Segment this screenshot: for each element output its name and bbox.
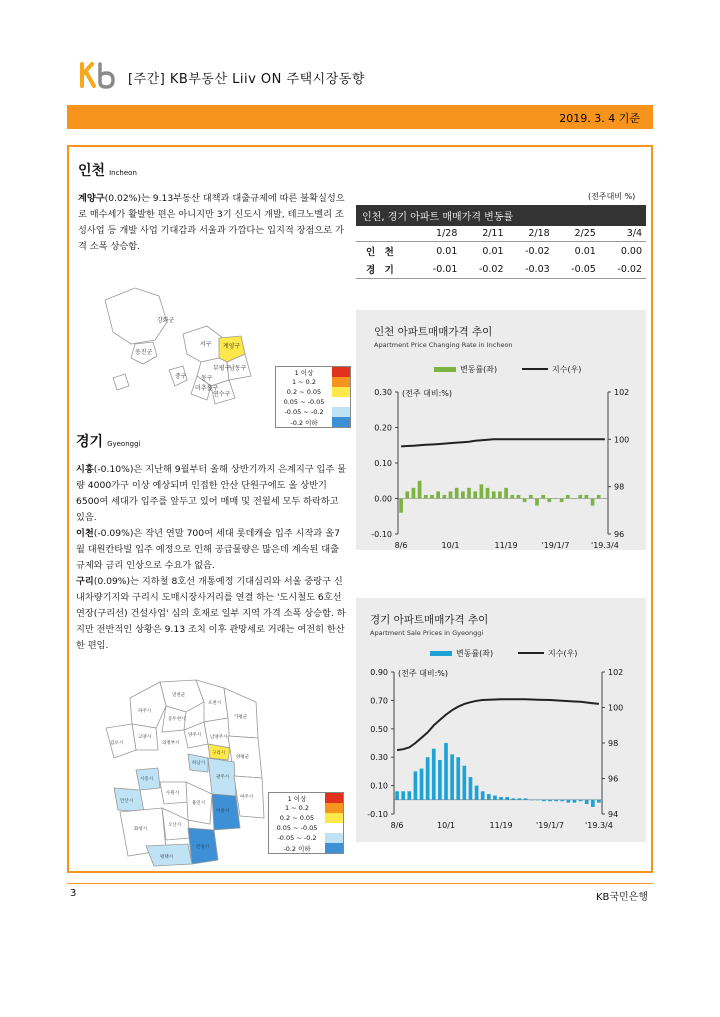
legend-row: -0.05 ~ -0.2: [276, 407, 350, 417]
bar: [579, 800, 583, 801]
map-label: 양주시: [188, 733, 202, 738]
bar: [401, 791, 405, 800]
y2-tick-label: 100: [608, 703, 624, 713]
bar: [566, 495, 570, 499]
y2-tick-label: 98: [608, 739, 619, 748]
table-cell: -0.02: [600, 260, 646, 279]
x-tick-label: 11/19: [489, 821, 513, 830]
legend-swatch: [332, 397, 350, 407]
incheon-body: (0.02%)는 9.13부동산 대책과 대출규제에 따른 불확실성으로 매수세가 활발한 편은 아니지만 3기 신도시 개발, 테크노벨리 조성사업 등 개발 사업 기대감과 서울과 가깝다는 입지적 장점으로 가격 소폭 상승함.: [78, 193, 345, 252]
gyeonggi-para: 시흥(-0.10%)은 지난해 9월부터 올해 상반기까지 은계지구 입주 물량 4000가구 이상 예상되며 인접한 안산 단원구에도 올 상반기 6500여 세대가 입주를 앞두고 있어 매매 및 전월세 모두 하락하고 있음.: [76, 464, 347, 523]
bar: [469, 777, 473, 800]
map-label: 고양시: [138, 735, 152, 740]
incheon-map-legend: [275, 366, 351, 428]
table-cell: 0.01: [574, 245, 596, 257]
y-tick-label: 0.10: [370, 781, 388, 791]
y-tick-label: -0.10: [367, 810, 388, 819]
table-title: 인천, 경기 아파트 매매가격 변동률: [356, 205, 646, 226]
gyeonggi-subtitle: Gyeonggi: [107, 440, 141, 448]
x-tick-label: '19.3/4: [585, 821, 613, 830]
bar: [560, 800, 564, 801]
bar: [554, 800, 558, 801]
y-tick-label: 0.70: [370, 696, 388, 706]
map-label: 용인시: [192, 801, 206, 806]
bar: [529, 495, 533, 499]
bar: [461, 491, 465, 498]
bar: [548, 800, 552, 801]
bar: [475, 786, 479, 800]
bar: [420, 769, 424, 800]
bar: [432, 749, 436, 800]
bar: [585, 495, 589, 499]
map-label: 포천시: [208, 701, 222, 706]
gyeonggi-paragraphs: [76, 462, 348, 654]
gyeonggi-title: 경기: [76, 434, 104, 450]
axis-unit-label: (전주 대비:%): [398, 669, 448, 678]
bar: [585, 800, 589, 804]
footer-divider: [67, 883, 653, 884]
map-label: 오산시: [168, 823, 182, 828]
table-row: [356, 242, 646, 261]
y2-tick-label: 102: [614, 388, 630, 397]
legend-swatch: [325, 823, 343, 833]
y-tick-label: -0.10: [371, 530, 392, 539]
chart-subtitle: Apartment Sale Prices in Gyeonggi: [370, 629, 484, 637]
map-label: 파주시: [138, 709, 152, 714]
map-label: 수원시: [166, 791, 180, 796]
bar: [554, 499, 558, 500]
bar: [473, 491, 477, 498]
bar: [535, 499, 539, 506]
legend-swatch: [325, 793, 343, 803]
bar: [414, 771, 418, 799]
map-label: 연천군: [172, 693, 186, 698]
bar: [395, 791, 399, 800]
map-label: 옹진군: [135, 349, 153, 356]
bar: [442, 495, 446, 499]
y-tick-label: 0.20: [374, 423, 392, 433]
index-line: [401, 439, 605, 446]
legend-swatch: [332, 387, 350, 397]
map-label: 광주시: [216, 775, 230, 780]
y2-tick-label: 96: [608, 774, 619, 784]
map-label: 가평군: [234, 715, 248, 720]
row-label: 인 천: [366, 247, 394, 258]
legend-row: 1 ~ 0.2: [276, 377, 350, 387]
x-tick-label: 8/6: [390, 821, 404, 830]
legend-row: -0.05 ~ -0.2: [269, 833, 343, 843]
bar: [405, 491, 409, 498]
bar: [518, 798, 522, 799]
y-tick-label: 0.90: [370, 668, 388, 677]
map-label: 남양주시: [210, 735, 228, 740]
map-label: 계양구: [223, 343, 241, 350]
bar: [524, 798, 528, 799]
legend-swatch: [325, 813, 343, 823]
bar: [603, 499, 607, 500]
incheon-paragraph: [78, 191, 350, 255]
legend-label: 변동률(좌): [460, 365, 498, 374]
table-cell: 0.01: [482, 245, 504, 257]
bar: [511, 798, 515, 799]
chart-title: 인천 아파트매매가격 추이: [374, 326, 493, 338]
legend-swatch-bar: [434, 367, 456, 372]
legend-row: -0.2 이하: [269, 843, 343, 853]
x-tick-label: '19.3/4: [591, 541, 619, 550]
map-label: 남동구: [229, 365, 247, 372]
table-unit: (전주대비 %): [588, 192, 636, 201]
table-cell: -0.02: [525, 245, 550, 257]
gyeonggi-map: [100, 678, 270, 870]
bar: [523, 499, 527, 503]
gyeonggi-map-legend: [268, 792, 344, 854]
y2-tick-label: 98: [614, 482, 625, 492]
bar: [424, 495, 428, 499]
y-tick-label: 0.30: [374, 388, 392, 397]
x-tick-label: '19/1/7: [541, 541, 570, 550]
legend-swatch: [332, 367, 350, 377]
bar: [467, 488, 471, 499]
y2-tick-label: 94: [608, 810, 619, 819]
map-label: 양평군: [236, 755, 250, 760]
map-label: 동두천시: [168, 717, 186, 722]
map-label: 의정부시: [162, 741, 180, 746]
bar: [438, 760, 442, 800]
bar: [547, 499, 551, 503]
bar: [517, 495, 521, 499]
legend-label: 지수(우): [552, 365, 582, 374]
axis-unit-label: (전주 대비:%): [402, 389, 452, 398]
table-cell: -0.01: [415, 260, 461, 279]
map-label: 화성시: [134, 827, 148, 832]
bar: [444, 743, 448, 800]
map-label: 김포시: [110, 741, 124, 746]
bar: [499, 797, 503, 800]
map-label: 부평구: [213, 365, 231, 372]
incheon-title: 인천: [78, 163, 106, 179]
x-tick-label: 10/1: [437, 821, 455, 830]
y2-tick-label: 100: [614, 435, 630, 445]
map-label: 이천시: [216, 809, 230, 814]
x-tick-label: 11/19: [494, 541, 518, 550]
col-header: 2/11: [461, 226, 507, 242]
bar: [455, 488, 459, 499]
bar: [572, 499, 576, 500]
table-cell: -0.03: [508, 260, 554, 279]
bar: [399, 499, 403, 513]
map-label: 구리시: [212, 751, 226, 756]
bar: [481, 791, 485, 800]
incheon-chart-panel: [356, 310, 646, 550]
bar: [591, 800, 595, 807]
map-label: 안성시: [196, 845, 210, 850]
legend-swatch: [332, 377, 350, 387]
gyeonggi-para: 이천(-0.09%)은 작년 연말 700여 세대 롯데캐슬 입주 시작과 올7월 대원칸타빌 입주 예정으로 인해 공급물량은 많은데 계속된 대출 규제와 금리 인상으로 수요가 없음.: [76, 528, 340, 571]
col-header: 1/28: [415, 226, 461, 242]
legend-row: 1 ~ 0.2: [269, 803, 343, 813]
y-tick-label: 0.10: [374, 459, 392, 468]
legend-swatch: [325, 803, 343, 813]
bar: [560, 499, 564, 503]
bar: [493, 796, 497, 800]
incheon-chart: [356, 356, 646, 550]
map-label: 평택시: [160, 855, 174, 860]
bank-name: KB국민은행: [595, 892, 648, 903]
bar: [456, 757, 460, 800]
map-label: 여주시: [240, 795, 254, 800]
gyeonggi-heading: [76, 431, 141, 451]
legend-swatch-bar: [430, 651, 452, 656]
chart-title: 경기 아파트매매가격 추이: [370, 614, 489, 626]
bar: [430, 495, 434, 499]
legend-swatch: [325, 843, 343, 853]
bar: [480, 484, 484, 498]
legend-swatch: [332, 417, 350, 427]
bar: [463, 766, 467, 800]
bar: [412, 488, 416, 499]
gyeonggi-para: 구리(0.09%)는 지하철 8호선 개통예정 기대심리와 서울 중랑구 신내차량기지와 구리시 도매시장사거리를 연결 하는 '도시철도 6호선 연장(구리선) 건설사업' 심의 호재로 일부 지역 가격 소폭 상승함. 하지만 전반적인 상황은 9.13 조치 이후 관망세로 거래는 여전히 한산한 편임.: [76, 576, 346, 651]
map-label: 동구: [201, 375, 213, 382]
bar: [504, 488, 508, 499]
incheon-heading: [78, 160, 137, 180]
map-label: 중구: [175, 373, 187, 380]
bar: [578, 495, 582, 499]
report-date: 2019. 3. 4 기준: [559, 112, 640, 125]
map-label: 서구: [200, 341, 212, 348]
chart-subtitle: Apartment Price Changing Rate in Incheon: [374, 341, 513, 349]
legend-row: 1 이상: [269, 793, 343, 803]
table-cell: -0.05: [554, 260, 600, 279]
bar: [486, 488, 490, 499]
bar: [498, 491, 502, 498]
bar: [597, 800, 601, 803]
table-cell: 0.00: [620, 245, 642, 257]
y-tick-label: 0.30: [370, 753, 388, 763]
price-change-table: [356, 205, 646, 279]
legend-row: 1 이상: [276, 367, 350, 377]
bar: [449, 491, 453, 498]
bar: [597, 495, 601, 499]
legend-row: 0.05 ~ -0.05: [269, 823, 343, 833]
bar: [591, 499, 595, 506]
x-tick-label: '19/1/7: [536, 821, 564, 830]
page-number: 3: [70, 888, 77, 899]
incheon-map: [95, 282, 275, 412]
bar: [492, 491, 496, 498]
y2-tick-label: 102: [608, 668, 624, 677]
legend-row: 0.05 ~ -0.05: [276, 397, 350, 407]
bar: [450, 754, 454, 799]
map-label: 시흥시: [140, 777, 154, 782]
bar: [567, 800, 571, 803]
row-label: 경 기: [356, 260, 415, 279]
legend-label: 지수(우): [548, 649, 578, 658]
bar: [573, 800, 577, 803]
map-label: 미추홀구: [195, 385, 219, 392]
incheon-subtitle: Incheon: [109, 169, 137, 177]
map-label: 연수구: [213, 391, 231, 398]
report-title: [주간] KB부동산 Liiv ON 주택시장동향: [128, 72, 365, 87]
bar: [505, 797, 509, 800]
col-header: 2/18: [508, 226, 554, 242]
bar: [530, 800, 534, 801]
bar: [510, 495, 514, 499]
legend-swatch: [332, 407, 350, 417]
kb-logo: [76, 60, 122, 90]
bar: [436, 491, 440, 498]
bar: [426, 757, 430, 800]
legend-row: 0.2 ~ 0.05: [276, 387, 350, 397]
bar: [487, 794, 491, 800]
bar: [536, 800, 540, 801]
bar: [542, 800, 546, 801]
table-header-row: [356, 226, 646, 242]
bar: [418, 481, 422, 499]
x-tick-label: 10/1: [441, 541, 460, 550]
bar: [407, 791, 411, 800]
bar: [541, 495, 545, 499]
legend-swatch: [325, 833, 343, 843]
y-tick-label: 0.00: [374, 494, 392, 504]
legend-label: 변동률(좌): [456, 649, 494, 658]
index-line: [397, 699, 599, 750]
gyeonggi-chart-panel: [356, 598, 646, 842]
map-label: 강화군: [157, 317, 175, 324]
map-label: 안산시: [120, 799, 134, 804]
legend-row: 0.2 ~ 0.05: [269, 813, 343, 823]
col-header: 3/4: [600, 226, 646, 242]
table-cell: 0.01: [436, 245, 458, 257]
legend-row: -0.2 이하: [276, 417, 350, 427]
map-label: 하남시: [192, 761, 206, 766]
incheon-lead: 계양구: [78, 193, 105, 204]
gyeonggi-chart: [356, 642, 646, 842]
table-row: [356, 260, 646, 279]
col-header: 2/25: [554, 226, 600, 242]
y-tick-label: 0.50: [370, 724, 388, 734]
y2-tick-label: 96: [614, 530, 625, 539]
table-cell: -0.02: [461, 260, 507, 279]
x-tick-label: 8/6: [394, 541, 408, 550]
